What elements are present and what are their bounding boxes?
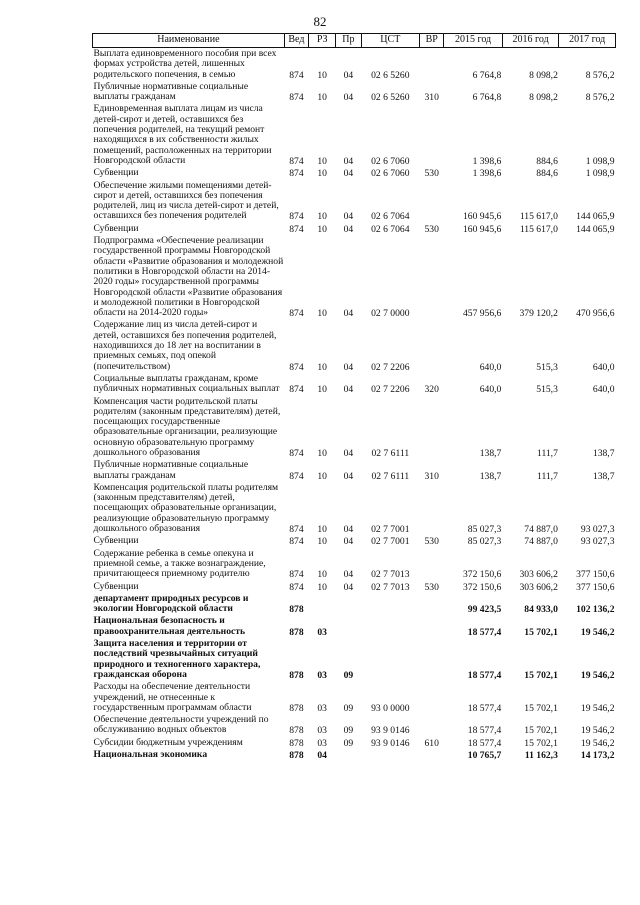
cell-vr	[420, 482, 444, 535]
cell-name: Компенсация родительской платы родителям (законным представителям) детей, посещающих образовательные организации, реализующие образовательную программу дошкольного образования	[93, 481, 279, 535]
cell-rz: 10	[317, 470, 327, 482]
cell-name: Содержание ребенка в семье опекуна и приемной семье, а также вознаграждение, причитающееся приемному родителю	[93, 547, 266, 580]
cell-y2015: 85 027,3	[467, 536, 502, 548]
header-pr: Пр	[336, 34, 361, 48]
cell-cst	[361, 593, 420, 616]
cell-rz: 10	[317, 155, 327, 167]
cell-vr: 530	[424, 536, 439, 548]
cell-pr: 04	[343, 308, 354, 320]
cell-rz: 10	[317, 168, 327, 180]
table-row	[93, 615, 616, 638]
cell-pr: 04	[343, 168, 354, 180]
cell-name: Обеспечение деятельности учреждений по обслуживанию водных объектов	[93, 714, 269, 736]
table-row	[93, 749, 616, 761]
cell-name: Национальная экономика	[93, 749, 208, 760]
cell-cst: 02 7 6111	[371, 470, 410, 482]
cell-rz: 03	[317, 669, 327, 681]
cell-pr	[336, 593, 361, 616]
cell-y2017: 377 150,6	[576, 581, 615, 593]
cell-rz: 10	[317, 308, 327, 320]
cell-y2016: 11 162,3	[524, 750, 558, 761]
cell-cst: 93 9 0146	[371, 725, 410, 737]
cell-vr: 320	[424, 384, 439, 396]
cell-cst: 02 7 7001	[371, 536, 410, 548]
table-row	[93, 103, 616, 167]
cell-ved: 874	[289, 69, 304, 81]
cell-ved: 878	[289, 750, 304, 761]
cell-y2017: 19 546,2	[580, 702, 615, 714]
cell-y2017: 93 027,3	[580, 524, 615, 536]
table-row	[93, 482, 616, 535]
header-vr: ВР	[420, 34, 444, 48]
cell-rz: 10	[317, 524, 327, 536]
cell-vr: 310	[424, 470, 439, 482]
cell-vr	[420, 548, 444, 581]
cell-name: Субвенции	[93, 222, 139, 234]
cell-y2017: 1 098,9	[585, 155, 615, 167]
cell-y2015: 18 577,4	[467, 702, 502, 714]
table-row	[93, 235, 616, 319]
cell-name: департамент природных ресурсов и экологии Новгородской области	[93, 592, 249, 615]
cell-pr: 04	[343, 155, 354, 167]
cell-cst: 02 7 0000	[371, 308, 410, 320]
budget-table	[92, 33, 616, 761]
cell-pr: 04	[343, 92, 354, 104]
cell-vr	[420, 319, 444, 372]
cell-name: Содержание лиц из числа детей-сирот и детей, оставшихся без попечения родителей, находившихся до 18 лет на воспитании в приемных семьях, под опекой (попечительством)	[93, 319, 277, 372]
cell-y2017: 470 956,6	[576, 308, 615, 320]
cell-y2016: 84 933,0	[524, 604, 558, 616]
cell-y2017: 102 136,2	[576, 604, 615, 616]
cell-y2017: 8 576,2	[585, 69, 615, 81]
cell-vr	[420, 638, 444, 681]
cell-name: Субвенции	[93, 535, 139, 547]
cell-rz: 10	[317, 569, 327, 581]
cell-name: Публичные нормативные социальные выплаты гражданам	[93, 459, 249, 481]
cell-ved: 878	[289, 702, 304, 714]
table-row	[93, 223, 616, 235]
cell-y2015: 1 398,6	[472, 155, 502, 167]
cell-vr	[420, 235, 444, 319]
cell-rz: 04	[317, 750, 327, 761]
cell-y2017: 8 576,2	[585, 92, 615, 104]
cell-ved: 874	[289, 447, 304, 459]
cell-y2017: 19 546,2	[580, 737, 615, 749]
cell-pr: 04	[343, 223, 354, 235]
cell-y2015: 372 150,6	[462, 569, 502, 581]
cell-y2017: 19 546,2	[580, 725, 615, 737]
cell-vr	[420, 48, 444, 81]
cell-vr: 610	[424, 737, 439, 749]
cell-pr: 04	[343, 470, 354, 482]
cell-name: Подпрограмма «Обеспечение реализации государственной программы Новгородской области «Развитие образования и молодежной политики в Новгородской области на 2014-2020 годы» государственной программы Новгородской области «Развитие образования и молодежной политики в Новгородской области на 2014-2020 годы»	[93, 235, 284, 319]
table-row	[93, 681, 616, 714]
table-row	[93, 319, 616, 372]
header-cst: ЦСТ	[361, 34, 420, 48]
cell-y2015: 6 764,8	[472, 69, 502, 81]
cell-pr: 04	[343, 524, 354, 536]
cell-cst: 02 6 7064	[371, 223, 410, 235]
table-row	[93, 714, 616, 737]
cell-rz: 03	[317, 725, 327, 737]
cell-y2017: 640,0	[592, 384, 615, 396]
cell-name: Социальные выплаты гражданам, кроме публичных нормативных социальных выплат	[93, 372, 280, 395]
cell-rz: 10	[317, 211, 327, 223]
cell-ved: 878	[289, 725, 304, 737]
cell-vr	[420, 615, 444, 638]
cell-y2016: 15 702,1	[524, 669, 558, 681]
cell-y2016: 884,6	[536, 168, 558, 180]
cell-y2017: 144 065,9	[576, 211, 615, 223]
cell-y2015: 18 577,4	[467, 626, 502, 638]
cell-rz: 10	[317, 384, 327, 396]
cell-y2017: 138,7	[592, 447, 615, 459]
header-ved: Вед	[284, 34, 308, 48]
cell-name: Компенсация части родительской платы родителям (законным представителям) детей, посещающих государственные образовательные организации, реализующие основную образовательную программу дошкольного образования	[93, 395, 281, 458]
cell-name: Субвенции	[93, 580, 139, 592]
cell-cst: 02 7 2206	[371, 384, 410, 396]
cell-rz: 10	[317, 447, 327, 459]
table-body	[93, 48, 616, 762]
cell-rz: 10	[317, 581, 327, 593]
cell-name: Выплата единовременного пособия при всех формах устройства детей, лишенных родительского попечения, в семью	[93, 48, 277, 80]
cell-y2016: 15 702,1	[524, 626, 558, 638]
cell-y2016: 884,6	[536, 155, 558, 167]
cell-y2017: 14 173,2	[580, 750, 615, 761]
cell-y2015: 18 577,4	[467, 737, 502, 749]
header-rz: РЗ	[309, 34, 336, 48]
cell-pr: 04	[343, 447, 354, 459]
cell-y2015: 1 398,6	[472, 168, 502, 180]
cell-ved: 874	[289, 223, 304, 235]
cell-name: Субсидии бюджетным учреждениям	[93, 736, 243, 748]
cell-y2016: 15 702,1	[524, 725, 558, 737]
cell-name: Защита населения и территории от последствий чрезвычайных ситуаций природного и техногенного характера, гражданская оборона	[93, 638, 261, 680]
cell-y2015: 160 945,6	[462, 223, 502, 235]
cell-y2015: 99 423,5	[467, 604, 502, 616]
cell-ved: 874	[289, 155, 304, 167]
cell-ved: 874	[289, 211, 304, 223]
cell-y2016: 515,3	[536, 361, 558, 373]
cell-y2015: 160 945,6	[462, 211, 502, 223]
cell-y2017: 19 546,2	[580, 626, 615, 638]
cell-y2015: 10 765,7	[467, 750, 502, 761]
cell-y2017: 640,0	[592, 361, 615, 373]
cell-vr	[420, 749, 444, 761]
cell-y2017: 1 098,9	[585, 168, 615, 180]
cell-vr	[420, 681, 444, 714]
cell-name: Обеспечение жилыми помещениями детей-сирот и детей, оставшихся без попечения родителей, лиц из числа детей-сирот и детей, оставшихся без попечения родителей	[93, 179, 279, 222]
cell-cst	[361, 749, 420, 761]
cell-pr: 09	[343, 669, 354, 681]
cell-cst: 02 6 5260	[371, 69, 410, 81]
table-row	[93, 737, 616, 749]
page-number: 82	[313, 14, 327, 29]
cell-y2016: 115 617,0	[519, 223, 558, 235]
cell-cst: 02 6 5260	[371, 92, 410, 104]
cell-cst: 02 7 7013	[371, 581, 410, 593]
cell-rz: 10	[317, 92, 327, 104]
cell-pr: 04	[343, 361, 354, 373]
header-2017: 2017 год	[559, 34, 616, 48]
cell-ved: 874	[289, 536, 304, 548]
table-header-row	[93, 34, 616, 48]
cell-cst: 02 7 7001	[371, 524, 410, 536]
table-row	[93, 48, 616, 81]
cell-cst	[361, 638, 420, 681]
cell-cst: 02 7 6111	[371, 447, 410, 459]
cell-pr	[336, 749, 361, 761]
cell-cst	[361, 615, 420, 638]
cell-pr: 04	[343, 581, 354, 593]
table-row	[93, 459, 616, 482]
cell-cst: 93 9 0146	[371, 737, 410, 749]
cell-pr: 09	[343, 702, 354, 714]
cell-vr	[420, 103, 444, 167]
cell-y2016: 115 617,0	[519, 211, 558, 223]
cell-y2015: 18 577,4	[467, 725, 502, 737]
cell-cst: 02 7 7013	[371, 569, 410, 581]
cell-y2017: 144 065,9	[576, 223, 615, 235]
table-row	[93, 535, 616, 547]
cell-y2016: 74 887,0	[524, 536, 558, 548]
cell-y2016: 303 606,2	[519, 581, 558, 593]
cell-ved: 874	[289, 361, 304, 373]
cell-y2017: 19 546,2	[580, 669, 615, 681]
table-row	[93, 396, 616, 460]
cell-y2017: 377 150,6	[576, 569, 615, 581]
table-row	[93, 638, 616, 681]
cell-y2015: 138,7	[479, 447, 502, 459]
cell-y2015: 85 027,3	[467, 524, 502, 536]
cell-y2016: 379 120,2	[519, 308, 558, 320]
table-row	[93, 593, 616, 616]
cell-y2016: 15 702,1	[524, 702, 558, 714]
cell-ved: 874	[289, 581, 304, 593]
cell-ved: 874	[289, 168, 304, 180]
cell-vr: 310	[424, 92, 439, 104]
cell-vr	[420, 396, 444, 460]
cell-name: Публичные нормативные социальные выплаты гражданам	[93, 80, 249, 103]
cell-ved: 874	[289, 384, 304, 396]
cell-y2016: 74 887,0	[524, 524, 558, 536]
cell-name: Расходы на обеспечение деятельности учреждений, не отнесенные к государственным программам области	[93, 681, 252, 713]
cell-rz: 10	[317, 536, 327, 548]
cell-y2015: 640,0	[479, 361, 502, 373]
cell-rz: 10	[317, 69, 327, 81]
cell-ved: 874	[289, 308, 304, 320]
cell-pr: 04	[343, 69, 354, 81]
cell-ved: 878	[289, 737, 304, 749]
cell-y2015: 138,7	[479, 470, 502, 482]
table-row	[93, 81, 616, 104]
cell-y2017: 138,7	[592, 470, 615, 482]
cell-cst: 02 6 7060	[371, 168, 410, 180]
cell-cst: 02 6 7064	[371, 211, 410, 223]
cell-y2016: 303 606,2	[519, 569, 558, 581]
cell-y2015: 6 764,8	[472, 92, 502, 104]
cell-ved: 874	[289, 92, 304, 104]
cell-ved: 874	[289, 470, 304, 482]
cell-y2015: 457 956,6	[462, 308, 502, 320]
cell-pr: 04	[343, 569, 354, 581]
cell-y2016: 111,7	[537, 447, 558, 459]
table-row	[93, 167, 616, 179]
cell-y2016: 8 098,2	[529, 69, 558, 81]
cell-vr: 530	[424, 168, 439, 180]
cell-y2016: 515,3	[536, 384, 558, 396]
header-name: Наименование	[93, 34, 285, 48]
cell-rz: 03	[317, 737, 327, 749]
cell-name: Национальная безопасность и правоохранительная деятельность	[93, 615, 246, 637]
cell-vr	[420, 714, 444, 737]
cell-name: Единовременная выплата лицам из числа детей-сирот и детей, оставшихся без попечения родителей, на текущий ремонт находящихся в их собственности жилых помещений, расположенных на территории Новгородской области	[93, 103, 272, 166]
cell-y2016: 8 098,2	[529, 92, 558, 104]
cell-cst: 02 6 7060	[371, 155, 410, 167]
cell-rz: 10	[317, 223, 327, 235]
cell-rz: 10	[317, 361, 327, 373]
table-row	[93, 180, 616, 223]
cell-vr	[420, 180, 444, 223]
cell-rz	[309, 593, 336, 616]
cell-y2016: 15 702,1	[524, 737, 558, 749]
cell-pr: 09	[343, 737, 354, 749]
cell-pr	[336, 615, 361, 638]
cell-pr: 09	[343, 725, 354, 737]
table-row	[93, 581, 616, 593]
header-2016: 2016 год	[502, 34, 559, 48]
cell-vr: 530	[424, 581, 439, 593]
cell-y2015: 372 150,6	[462, 581, 502, 593]
cell-ved: 878	[289, 604, 304, 616]
cell-y2015: 18 577,4	[467, 669, 502, 681]
cell-ved: 874	[289, 569, 304, 581]
cell-ved: 874	[289, 524, 304, 536]
cell-vr: 530	[424, 223, 439, 235]
table-row	[93, 373, 616, 396]
cell-rz: 03	[317, 626, 327, 638]
cell-pr: 04	[343, 384, 354, 396]
cell-y2017: 93 027,3	[580, 536, 615, 548]
cell-pr: 04	[343, 536, 354, 548]
cell-y2016: 111,7	[537, 470, 558, 482]
cell-cst: 02 7 2206	[371, 361, 410, 373]
cell-cst: 93 0 0000	[371, 702, 410, 714]
cell-ved: 878	[289, 626, 304, 638]
cell-vr	[420, 593, 444, 616]
header-2015: 2015 год	[444, 34, 503, 48]
cell-y2015: 640,0	[479, 384, 502, 396]
cell-ved: 878	[289, 669, 304, 681]
cell-pr: 04	[343, 211, 354, 223]
cell-rz: 03	[317, 702, 327, 714]
table-row	[93, 548, 616, 581]
cell-name: Субвенции	[93, 167, 139, 179]
